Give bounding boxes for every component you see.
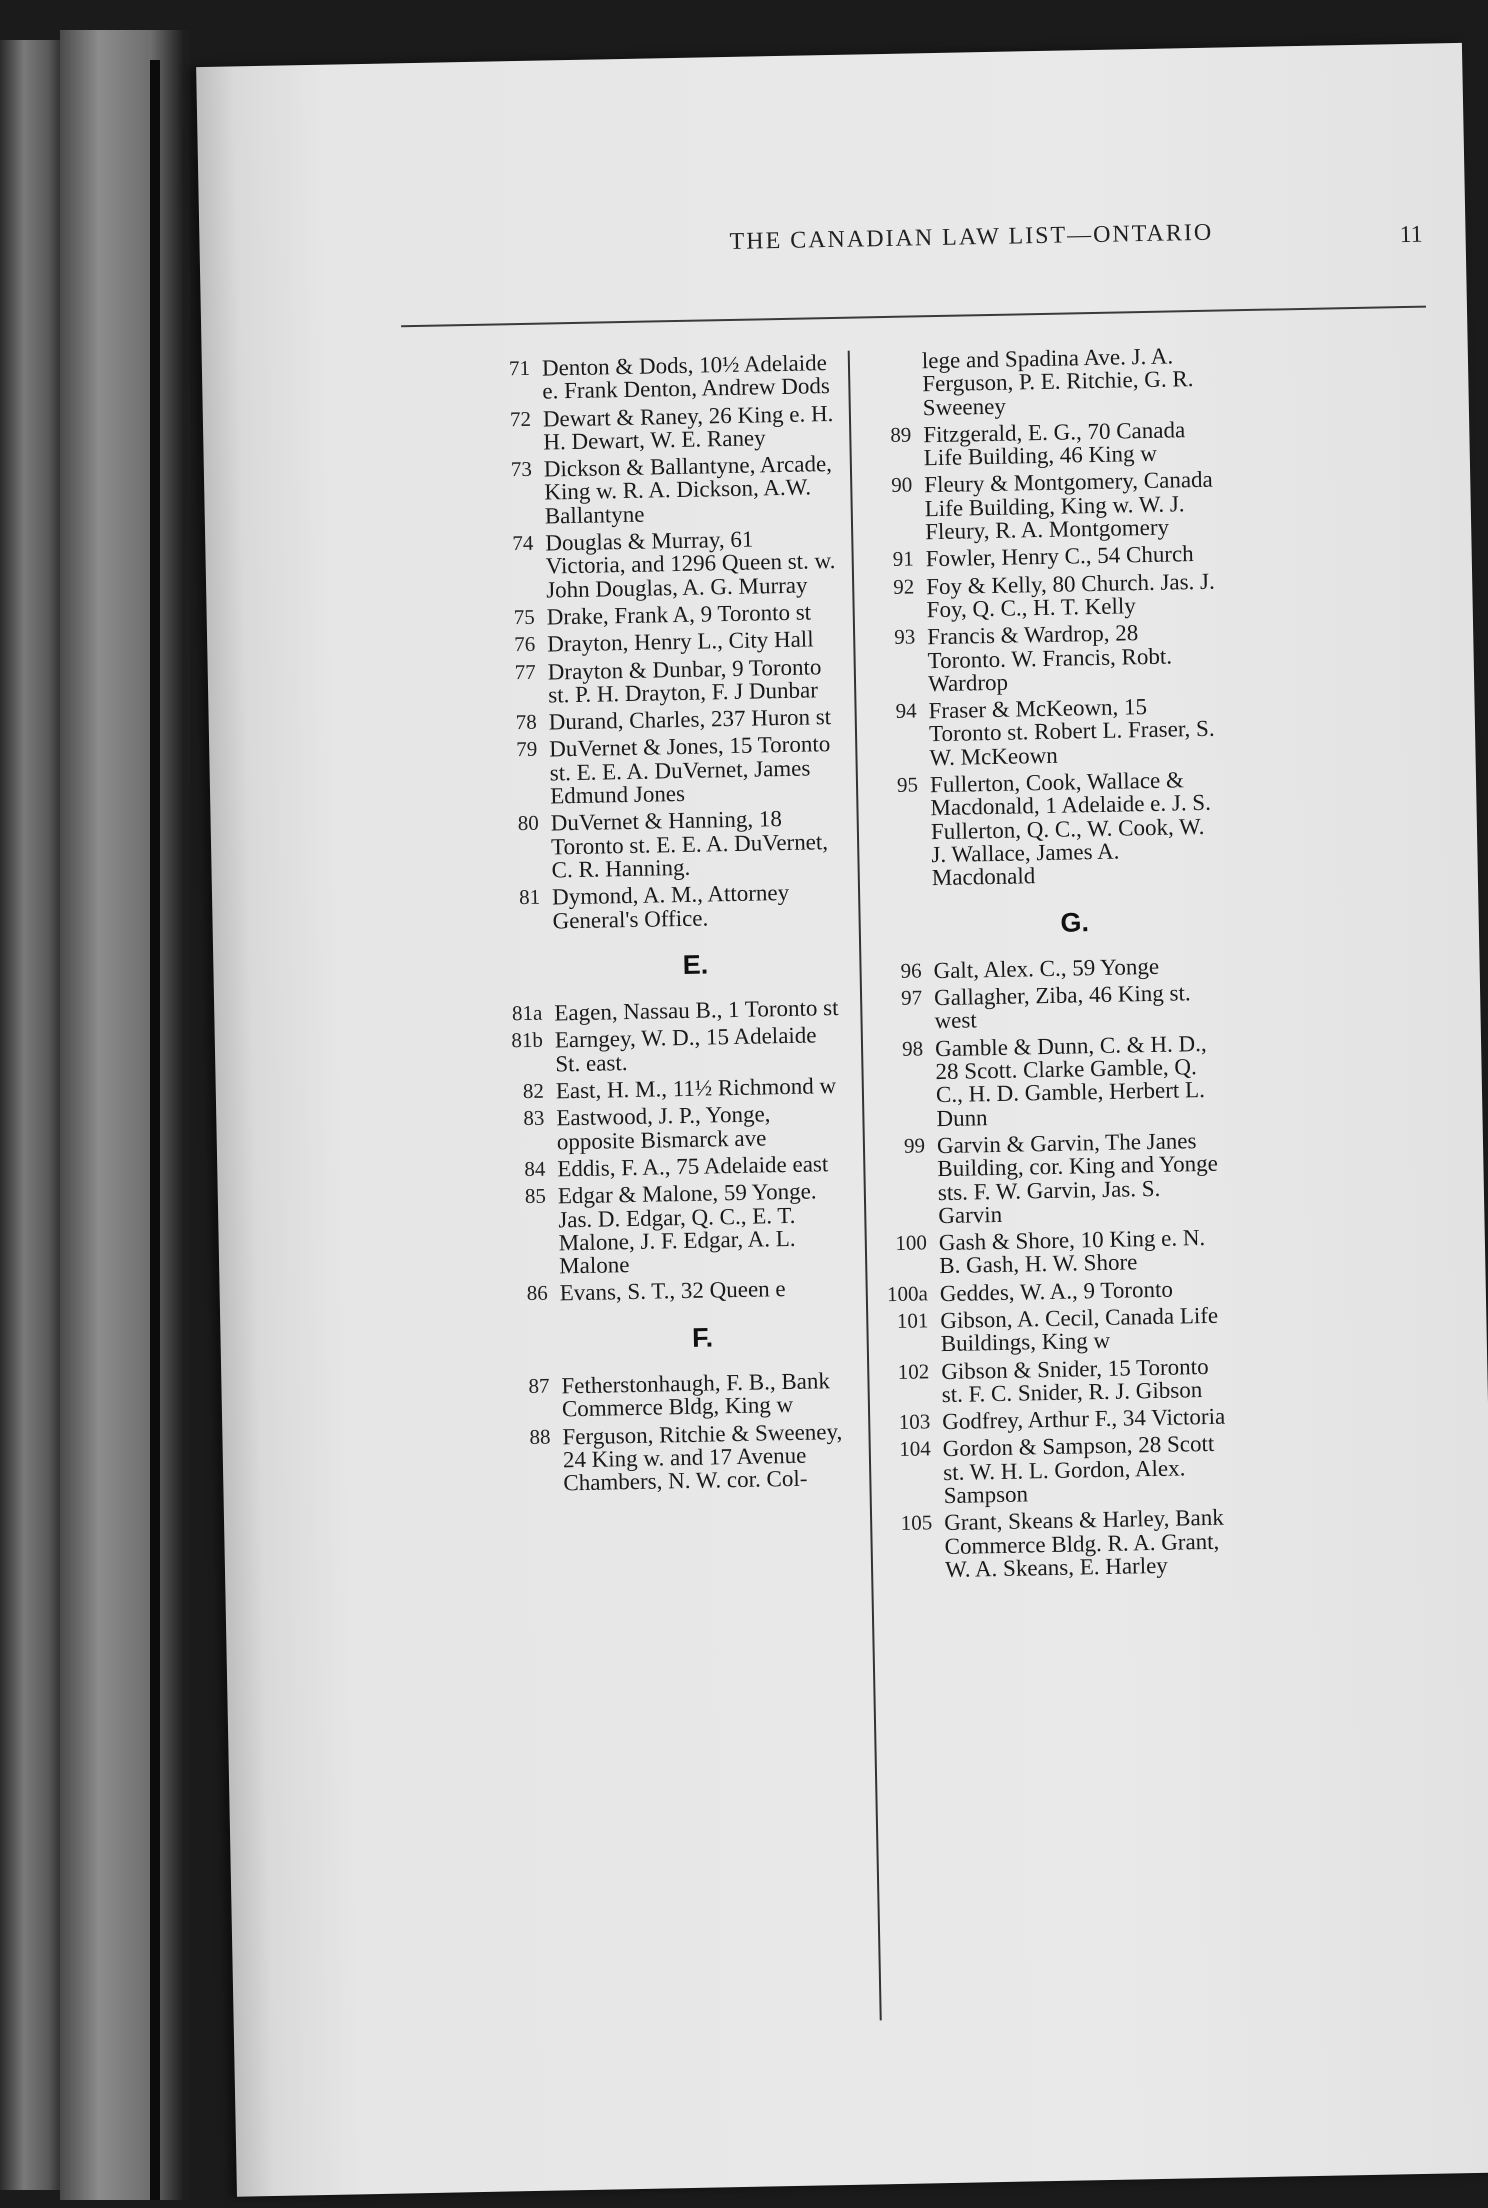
entry-text: East, H. M., 11½ Richmond w — [555, 1073, 837, 1104]
entry-text: Earngey, W. D., 15 Adelaide St. east. — [554, 1022, 817, 1077]
entry-number: 82 — [522, 1078, 545, 1104]
entry-text: Denton & Dods, 10½ Adelaide e. Frank Denton, Andrew Dods — [541, 350, 831, 404]
list-item — [494, 351, 835, 404]
list-item — [886, 1276, 1232, 1306]
list-item — [502, 806, 843, 882]
entry-number: 77 — [514, 659, 537, 684]
entry-number: 75 — [513, 604, 535, 630]
entry-number: 80 — [517, 811, 539, 836]
entry-number: 86 — [526, 1281, 548, 1306]
entry-text: Eddis, F. A., 75 Adelaide east — [557, 1151, 829, 1182]
entry-text: DuVernet & Hanning, 18 Toronto st. E. E. A. DuVernet, C. R. Hanning. — [550, 806, 829, 883]
list-item — [876, 468, 1217, 544]
entry-number: 89 — [890, 422, 912, 447]
entry-number: 81 — [518, 884, 541, 910]
list-item — [886, 981, 1227, 1034]
list-item — [501, 705, 841, 735]
entry-text: Fleury & Montgomery, Canada Life Building, King w. W. J. Fleury, R. A. Montgomery — [924, 467, 1213, 545]
entry-text: Ferguson, Ritchie & Sweeney, 24 King w. and 17 Avenue Chambers, N. W. cor. Col- — [562, 1418, 843, 1496]
entry-number: 103 — [898, 1409, 931, 1435]
entry-text: Fowler, Henry C., 54 Church — [925, 541, 1194, 572]
list-item — [880, 694, 1221, 770]
entry-text: Godfrey, Arthur F., 34 Victoria — [942, 1403, 1226, 1435]
header-rule — [401, 306, 1426, 328]
entry-number: 87 — [528, 1373, 550, 1398]
entry-text: Fetherstonhaugh, F. B., Bank Commerce Bldg, King w — [561, 1368, 831, 1422]
section-letter: G. — [1060, 906, 1090, 938]
entry-number: 105 — [900, 1510, 933, 1536]
right-column — [874, 344, 1238, 1587]
list-item — [508, 1101, 849, 1154]
entry-number: 98 — [901, 1036, 924, 1061]
list-item — [506, 996, 846, 1026]
scan-artifact — [596, 16, 614, 62]
entry-number: 92 — [892, 574, 915, 599]
list-item — [497, 526, 838, 602]
entry-number — [850, 350, 910, 351]
entry-number: 72 — [509, 406, 532, 431]
section-letter: F. — [691, 1322, 714, 1353]
entry-number: 102 — [897, 1358, 930, 1384]
entry-number: 76 — [514, 632, 536, 657]
entry-number: 84 — [524, 1156, 546, 1181]
facing-page-edge — [60, 30, 190, 2200]
entry-text: Gibson & Snider, 15 Toronto st. F. C. Snider, R. J. Gibson — [941, 1353, 1209, 1407]
list-item — [510, 1179, 852, 1279]
entry-text: Foy & Kelly, 80 Church. Jas. J. Foy, Q. C., H. T. Kelly — [925, 568, 1215, 623]
entry-text: Dewart & Raney, 26 King e. H. H. Dewart, W. E. Raney — [542, 400, 834, 455]
entry-text: Edgar & Malone, 59 Yonge. Jas. D. Edgar, Q. C., E. T. Malone, J. F. Edgar, A. L. Malone — [557, 1178, 817, 1279]
entry-text: Gibson, A. Cecil, Canada Life Buildings, King w — [940, 1302, 1219, 1357]
list-item — [875, 418, 1216, 471]
list-item — [878, 569, 1219, 622]
list-item — [504, 880, 845, 933]
entry-number: 91 — [892, 546, 914, 572]
entry-text: Drake, Frank A, 9 Toronto st — [546, 599, 812, 630]
list-item — [892, 1303, 1233, 1356]
entry-number: 90 — [891, 472, 913, 498]
list-item — [874, 344, 1215, 420]
entry-number: 74 — [512, 530, 534, 556]
entry-text: Douglas & Murray, 61 Victoria, and 1296 Queen st. w. John Douglas, A. G. Murray — [545, 526, 836, 603]
list-item — [508, 1074, 848, 1104]
list-item — [896, 1506, 1237, 1582]
list-item — [885, 953, 1225, 983]
entry-number: 101 — [896, 1308, 929, 1333]
entry-text: Gamble & Dunn, C. & H. D., 28 Scott. Clarke Gamble, Q. C., H. D. Gamble, Herbert L. Dunn — [934, 1030, 1207, 1131]
list-item — [889, 1128, 1231, 1228]
entry-text: Drayton & Dunbar, 9 Toronto st. P. H. Drayton, F. J Dunbar — [547, 653, 822, 708]
entry-number: 94 — [895, 698, 917, 723]
column-divider — [848, 351, 882, 2021]
entry-text: Eastwood, J. P., Yonge, opposite Bismarck ave — [556, 1101, 771, 1155]
list-item — [514, 1419, 855, 1495]
entry-text: Gordon & Sampson, 28 Scott st. W. H. L. Gordon, Alex. Sampson — [942, 1431, 1215, 1509]
entry-number: 96 — [900, 958, 922, 983]
list-item — [882, 768, 1224, 891]
entry-text: DuVernet & Jones, 15 Toronto st. E. E. A. DuVernet, James Edmund Jones — [549, 731, 831, 809]
entry-text: Francis & Wardrop, 28 Toronto. W. Francis, Robt. Wardrop — [926, 620, 1173, 697]
entry-number: 85 — [524, 1183, 547, 1209]
entry-text: Geddes, W. A., 9 Toronto — [939, 1276, 1174, 1306]
entry-text: Evans, S. T., 32 Queen e — [559, 1276, 786, 1306]
entry-text: Fitzgerald, E. G., 70 Canada Life Building, 46 King w — [923, 417, 1186, 471]
scanned-page — [196, 43, 1488, 2197]
entry-number: 81b — [511, 1028, 544, 1053]
list-item — [499, 600, 839, 630]
entry-number: 79 — [516, 737, 538, 762]
entry-text: Grant, Skeans & Harley, Bank Commerce Bldg. R. A. Grant, W. A. Skeans, E. Harley — [943, 1505, 1224, 1583]
entry-number: 81a — [511, 1000, 543, 1026]
entry-number: 97 — [900, 985, 923, 1010]
list-item — [501, 732, 842, 808]
entry-text: Dymond, A. M., Attorney General's Office. — [551, 880, 790, 933]
list-item — [513, 1369, 854, 1422]
list-item — [894, 1405, 1234, 1435]
section-letter: E. — [682, 949, 709, 980]
list-item — [507, 1023, 848, 1076]
list-item — [877, 542, 1217, 572]
list-item — [499, 627, 839, 657]
entry-number: 99 — [903, 1133, 926, 1158]
entry-number: 100a — [886, 1281, 929, 1306]
entry-text: Galt, Alex. C., 59 Yonge — [933, 953, 1160, 983]
list-item — [509, 1152, 849, 1182]
entry-text: Durand, Charles, 237 Huron st — [548, 704, 832, 735]
entry-text: Eagen, Nassau B., 1 Toronto st — [554, 995, 839, 1026]
binding-gutter — [150, 60, 160, 2200]
entry-text: Fullerton, Cook, Wallace & Macdonald, 1 Adelaide e. J. S. Fullerton, Q. C., W. Cook, W. J. Wallace, James A. Macdonald — [929, 767, 1212, 891]
entry-number: 93 — [893, 624, 916, 650]
entry-number: 88 — [529, 1424, 551, 1449]
entry-number: 95 — [896, 772, 919, 797]
left-column — [494, 351, 856, 1500]
page-number: 11 — [1399, 221, 1423, 249]
entry-text: Drayton, Henry L., City Hall — [547, 626, 814, 657]
list-item — [495, 402, 836, 455]
running-header — [389, 206, 1423, 266]
entry-number: 73 — [510, 456, 533, 482]
list-item — [895, 1432, 1236, 1508]
entry-number: 104 — [899, 1436, 932, 1462]
list-item — [893, 1354, 1234, 1407]
list-item — [496, 452, 837, 528]
list-item — [891, 1226, 1232, 1279]
list-item — [512, 1276, 852, 1306]
list-item — [500, 654, 841, 707]
entry-text: lege and Spadina Ave. J. A. Ferguson, P. E. Ritchie, G. R. Sweeney — [921, 343, 1194, 420]
entry-text: Fraser & McKeown, 15 Toronto st. Robert L. Fraser, S. W. McKeown — [928, 694, 1215, 770]
list-item — [887, 1031, 1229, 1131]
book-spine-edge — [0, 40, 60, 2190]
entry-text: Garvin & Garvin, The Janes Building, cor. King and Yonge sts. F. W. Garvin, Jas. S. Garvin — [936, 1128, 1219, 1228]
running-title: THE CANADIAN LAW LIST—ONTARIO — [729, 219, 1214, 255]
entry-number: 78 — [515, 709, 537, 735]
entry-text: Dickson & Ballantyne, Arcade, King w. R. A. Dickson, A.W. Ballantyne — [543, 451, 833, 529]
entry-number: 71 — [508, 355, 531, 381]
entry-text: Gash & Shore, 10 King e. N. B. Gash, H. W. Shore — [938, 1225, 1206, 1279]
list-item — [879, 620, 1220, 696]
entry-number: 83 — [523, 1105, 545, 1131]
entry-text: Gallagher, Ziba, 46 King st. west — [933, 980, 1191, 1034]
entry-number: 100 — [895, 1230, 928, 1256]
